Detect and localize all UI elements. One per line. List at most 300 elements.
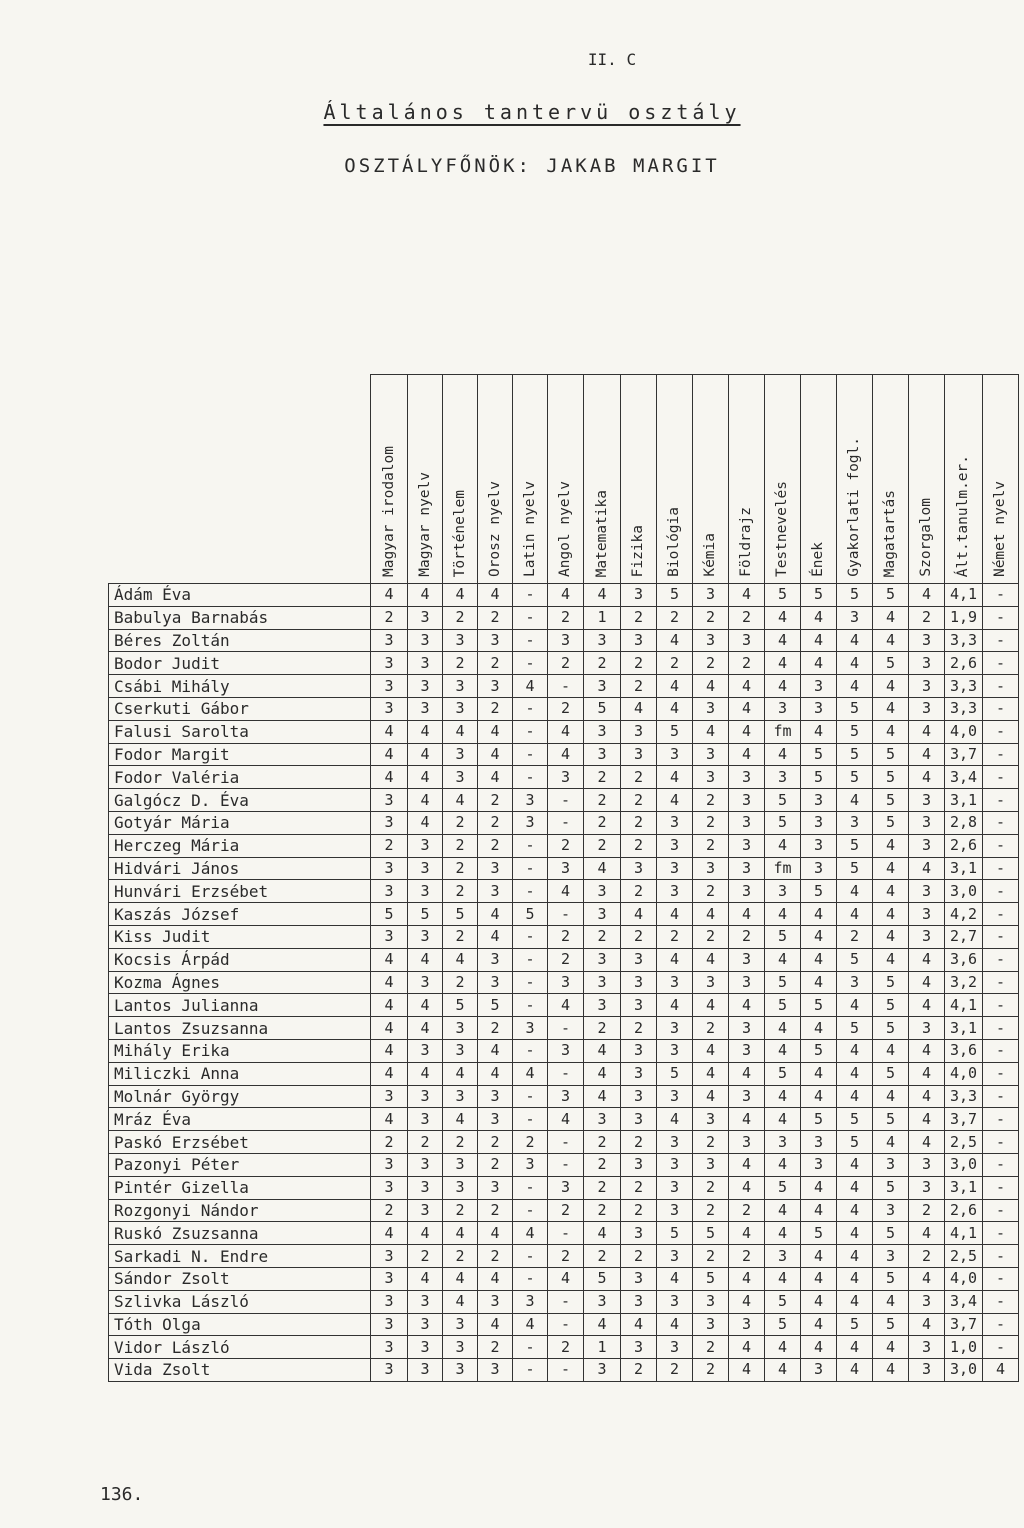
grade-cell: 3 bbox=[371, 1267, 408, 1290]
grade-cell: 3 bbox=[371, 1085, 408, 1108]
table-row bbox=[109, 1017, 1019, 1040]
grade-cell: 3,0 bbox=[945, 1359, 983, 1382]
student-name: Babulya Barnabás bbox=[109, 606, 371, 629]
student-name: Vida Zsolt bbox=[109, 1359, 371, 1382]
grade-cell: 5 bbox=[837, 834, 873, 857]
table-row bbox=[109, 766, 1019, 789]
grade-cell: 4 bbox=[837, 1245, 873, 1268]
grade-cell: 1,9 bbox=[945, 606, 983, 629]
grade-cell: 4 bbox=[584, 857, 621, 880]
grade-cell: 5 bbox=[657, 720, 693, 743]
grade-cell: 4 bbox=[729, 584, 765, 607]
student-name: Kiss Judit bbox=[109, 925, 371, 948]
subject-header bbox=[657, 375, 693, 584]
grade-cell: 5 bbox=[765, 1176, 801, 1199]
grade-cell: 4 bbox=[408, 948, 443, 971]
grade-cell: 3,3 bbox=[945, 675, 983, 698]
grade-cell: 2 bbox=[837, 925, 873, 948]
grade-cell: 5 bbox=[873, 584, 909, 607]
grade-cell: 3 bbox=[693, 584, 729, 607]
grade-cell: 4 bbox=[837, 1176, 873, 1199]
grade-cell: 4 bbox=[801, 1245, 837, 1268]
grade-cell: 3 bbox=[371, 1290, 408, 1313]
grade-cell: - bbox=[548, 789, 584, 812]
grade-cell: 3 bbox=[478, 629, 513, 652]
grade-cell: 4 bbox=[909, 857, 945, 880]
grade-cell: - bbox=[513, 1359, 548, 1382]
grade-cell: 4 bbox=[693, 903, 729, 926]
grade-cell: 5 bbox=[765, 811, 801, 834]
table-row bbox=[109, 857, 1019, 880]
grade-cell: 3 bbox=[729, 948, 765, 971]
grade-cell: 4 bbox=[657, 1267, 693, 1290]
grade-cell: 3 bbox=[443, 675, 478, 698]
grade-cell: 2 bbox=[621, 1131, 657, 1154]
grade-cell: 2 bbox=[548, 652, 584, 675]
grade-cell: 3,2 bbox=[945, 971, 983, 994]
grade-cell: 4 bbox=[909, 1085, 945, 1108]
grade-cell: 3 bbox=[443, 697, 478, 720]
grade-cell: 3 bbox=[873, 1245, 909, 1268]
grade-cell: 5 bbox=[408, 903, 443, 926]
grade-cell: - bbox=[548, 903, 584, 926]
grade-cell: 2 bbox=[729, 925, 765, 948]
grade-cell: 3 bbox=[693, 1153, 729, 1176]
grade-cell: 3 bbox=[801, 675, 837, 698]
grade-cell: 3,1 bbox=[945, 789, 983, 812]
grade-cell: - bbox=[513, 584, 548, 607]
grade-cell: 3 bbox=[408, 697, 443, 720]
grade-cell: 3 bbox=[371, 789, 408, 812]
grade-cell: 4 bbox=[837, 652, 873, 675]
grade-cell: 4 bbox=[621, 903, 657, 926]
grade-cell: 5 bbox=[837, 720, 873, 743]
grade-cell: 5 bbox=[765, 789, 801, 812]
grade-cell: 5 bbox=[873, 994, 909, 1017]
grade-cell: 3 bbox=[693, 766, 729, 789]
grade-cell: 2 bbox=[693, 789, 729, 812]
grade-cell: 2 bbox=[478, 1199, 513, 1222]
grade-cell: 3 bbox=[837, 971, 873, 994]
grade-cell: 2 bbox=[371, 606, 408, 629]
grade-cell: 5 bbox=[765, 1290, 801, 1313]
grade-cell: 3 bbox=[621, 971, 657, 994]
grade-cell: 2 bbox=[478, 789, 513, 812]
grade-cell: 3,7 bbox=[945, 1313, 983, 1336]
grade-cell: 2 bbox=[478, 1336, 513, 1359]
grade-cell: - bbox=[513, 743, 548, 766]
grade-cell: 4 bbox=[729, 1290, 765, 1313]
grade-cell: 3 bbox=[657, 880, 693, 903]
grade-cell: 3 bbox=[621, 1267, 657, 1290]
grade-cell: 3 bbox=[408, 1176, 443, 1199]
grade-cell: 5 bbox=[837, 857, 873, 880]
student-name: Pintér Gizella bbox=[109, 1176, 371, 1199]
subject-label: Angol nyelv bbox=[557, 480, 574, 577]
grade-cell: - bbox=[983, 994, 1019, 1017]
grade-cell: 5 bbox=[371, 903, 408, 926]
grade-cell: 2 bbox=[584, 1199, 621, 1222]
grade-cell: 4 bbox=[478, 720, 513, 743]
grade-cell: 5 bbox=[693, 1267, 729, 1290]
grade-cell: 3 bbox=[513, 1290, 548, 1313]
student-name: Pazonyi Péter bbox=[109, 1153, 371, 1176]
grade-cell: 5 bbox=[478, 994, 513, 1017]
subject-label: Történelem bbox=[451, 489, 468, 577]
grade-cell: - bbox=[548, 675, 584, 698]
grade-cell: 3 bbox=[729, 789, 765, 812]
grade-cell: 3 bbox=[801, 789, 837, 812]
grade-cell: 3 bbox=[408, 834, 443, 857]
grade-cell: - bbox=[548, 1222, 584, 1245]
grade-cell: 1 bbox=[584, 606, 621, 629]
grade-cell: 3,6 bbox=[945, 1039, 983, 1062]
grade-cell: 2 bbox=[548, 1199, 584, 1222]
grade-cell: 4 bbox=[657, 789, 693, 812]
grade-cell: - bbox=[548, 1131, 584, 1154]
grade-cell: 3 bbox=[548, 1085, 584, 1108]
grade-cell: 3 bbox=[478, 1290, 513, 1313]
grade-cell: - bbox=[548, 1359, 584, 1382]
table-row bbox=[109, 1131, 1019, 1154]
grade-cell: 2 bbox=[693, 1336, 729, 1359]
grade-cell: 4 bbox=[408, 1267, 443, 1290]
grade-cell: 4 bbox=[371, 766, 408, 789]
grade-cell: 2 bbox=[371, 834, 408, 857]
table-row bbox=[109, 1313, 1019, 1336]
grade-cell: 3 bbox=[478, 675, 513, 698]
grade-cell: 4 bbox=[729, 994, 765, 1017]
student-name: Falusi Sarolta bbox=[109, 720, 371, 743]
student-name: Csábi Mihály bbox=[109, 675, 371, 698]
grade-cell: 4 bbox=[657, 1108, 693, 1131]
subject-header bbox=[513, 375, 548, 584]
grade-cell: 3 bbox=[408, 971, 443, 994]
grade-cell: 2 bbox=[693, 1017, 729, 1040]
grade-cell: 2 bbox=[548, 834, 584, 857]
grade-cell: 2 bbox=[584, 811, 621, 834]
grade-cell: 4 bbox=[765, 1336, 801, 1359]
grade-cell: 2 bbox=[621, 1017, 657, 1040]
grade-cell: 5 bbox=[873, 1313, 909, 1336]
grade-cell: 4 bbox=[909, 584, 945, 607]
grade-cell: 4 bbox=[837, 1290, 873, 1313]
grade-cell: 4 bbox=[765, 1359, 801, 1382]
grade-cell: 3 bbox=[909, 1336, 945, 1359]
student-name: Fodor Valéria bbox=[109, 766, 371, 789]
grade-cell: 5 bbox=[443, 903, 478, 926]
grade-cell: - bbox=[983, 880, 1019, 903]
student-name: Sarkadi N. Endre bbox=[109, 1245, 371, 1268]
grade-cell: 4 bbox=[371, 720, 408, 743]
grade-cell: 4 bbox=[729, 720, 765, 743]
grade-cell: 4,1 bbox=[945, 994, 983, 1017]
subject-label: Magatartás bbox=[882, 489, 899, 577]
grade-cell: 3 bbox=[801, 1359, 837, 1382]
grade-cell: 3 bbox=[657, 1039, 693, 1062]
grade-cell: - bbox=[548, 1313, 584, 1336]
grade-cell: 2 bbox=[584, 834, 621, 857]
grade-cell: 3 bbox=[548, 766, 584, 789]
grade-cell: 4 bbox=[801, 903, 837, 926]
grade-cell: 4 bbox=[801, 1336, 837, 1359]
grades-table bbox=[108, 374, 1019, 1382]
grade-cell: 2,6 bbox=[945, 1199, 983, 1222]
grade-cell: 3 bbox=[729, 1039, 765, 1062]
grade-cell: 4 bbox=[801, 1313, 837, 1336]
grade-cell: 3 bbox=[657, 1017, 693, 1040]
grade-cell: 3 bbox=[621, 994, 657, 1017]
grade-cell: 5 bbox=[801, 743, 837, 766]
grade-cell: 4 bbox=[443, 1108, 478, 1131]
grade-cell: 2 bbox=[584, 1131, 621, 1154]
grade-cell: 4 bbox=[408, 1222, 443, 1245]
grade-cell: 4 bbox=[873, 880, 909, 903]
grade-cell: 3 bbox=[548, 857, 584, 880]
grade-cell: 2 bbox=[443, 1199, 478, 1222]
grade-cell: 3 bbox=[765, 766, 801, 789]
grade-cell: 4 bbox=[873, 675, 909, 698]
grade-cell: 4 bbox=[873, 857, 909, 880]
grade-cell: 2 bbox=[621, 834, 657, 857]
grade-cell: 3 bbox=[909, 811, 945, 834]
grade-cell: 3 bbox=[584, 1359, 621, 1382]
grade-cell: 3 bbox=[371, 857, 408, 880]
grade-cell: 3,7 bbox=[945, 1108, 983, 1131]
grade-cell: 3 bbox=[408, 652, 443, 675]
grade-cell: 4 bbox=[371, 584, 408, 607]
grade-cell: 4 bbox=[657, 1313, 693, 1336]
grade-cell: 4 bbox=[873, 1085, 909, 1108]
grade-cell: 2 bbox=[621, 1176, 657, 1199]
grade-cell: 2 bbox=[657, 652, 693, 675]
grade-cell: 4 bbox=[371, 1108, 408, 1131]
grade-cell: 3 bbox=[621, 1039, 657, 1062]
grade-cell: fm bbox=[765, 857, 801, 880]
grade-cell: 4 bbox=[408, 994, 443, 1017]
grade-cell: 4 bbox=[909, 720, 945, 743]
grade-cell: 4 bbox=[801, 1176, 837, 1199]
grade-cell: 3,4 bbox=[945, 766, 983, 789]
grade-cell: 5 bbox=[657, 1222, 693, 1245]
grade-cell: 4 bbox=[443, 1222, 478, 1245]
grade-cell: 3 bbox=[584, 675, 621, 698]
grade-cell: 4 bbox=[873, 720, 909, 743]
grade-cell: 3 bbox=[478, 880, 513, 903]
grade-cell: 4 bbox=[983, 1359, 1019, 1382]
grade-cell: 5 bbox=[873, 971, 909, 994]
grade-cell: - bbox=[513, 606, 548, 629]
grade-cell: 4 bbox=[909, 1222, 945, 1245]
grade-cell: 3,1 bbox=[945, 1017, 983, 1040]
grade-cell: 4 bbox=[765, 606, 801, 629]
grade-cell: 2 bbox=[729, 1199, 765, 1222]
student-name: Kozma Ágnes bbox=[109, 971, 371, 994]
subject-header bbox=[765, 375, 801, 584]
subject-header bbox=[983, 375, 1019, 584]
grade-cell: 3 bbox=[909, 1176, 945, 1199]
grade-cell: 4 bbox=[873, 834, 909, 857]
grade-cell: - bbox=[983, 629, 1019, 652]
grade-cell: 3 bbox=[837, 606, 873, 629]
grade-cell: - bbox=[983, 834, 1019, 857]
grade-cell: 3 bbox=[801, 811, 837, 834]
grade-cell: 4 bbox=[443, 1062, 478, 1085]
grade-cell: 4 bbox=[408, 743, 443, 766]
subject-label: Fizika bbox=[630, 524, 647, 577]
page-title: Általános tantervü osztály bbox=[323, 100, 741, 124]
grade-cell: 3 bbox=[909, 1290, 945, 1313]
grade-cell: 2 bbox=[729, 606, 765, 629]
grade-cell: 3 bbox=[408, 880, 443, 903]
grade-cell: - bbox=[983, 1267, 1019, 1290]
grade-cell: 2 bbox=[584, 1017, 621, 1040]
grade-cell: 3 bbox=[584, 880, 621, 903]
grade-cell: 3 bbox=[729, 971, 765, 994]
grade-cell: 4 bbox=[837, 1039, 873, 1062]
grade-cell: - bbox=[983, 1085, 1019, 1108]
grade-cell: 2 bbox=[443, 880, 478, 903]
grade-cell: 5 bbox=[801, 766, 837, 789]
grade-cell: 4 bbox=[693, 720, 729, 743]
grade-cell: 3,6 bbox=[945, 948, 983, 971]
grade-cell: - bbox=[983, 971, 1019, 994]
grade-cell: - bbox=[983, 811, 1019, 834]
table-row bbox=[109, 834, 1019, 857]
grade-cell: - bbox=[513, 652, 548, 675]
grade-cell: 3 bbox=[443, 1039, 478, 1062]
grade-cell: 3 bbox=[371, 1153, 408, 1176]
student-name: Szlivka László bbox=[109, 1290, 371, 1313]
grade-cell: 2 bbox=[693, 652, 729, 675]
grade-cell: - bbox=[983, 1336, 1019, 1359]
grade-cell: 3,0 bbox=[945, 880, 983, 903]
grade-cell: 3 bbox=[371, 652, 408, 675]
grade-cell: - bbox=[983, 606, 1019, 629]
grade-cell: - bbox=[983, 766, 1019, 789]
grade-cell: 4 bbox=[548, 1267, 584, 1290]
grade-cell: 4,1 bbox=[945, 1222, 983, 1245]
grade-cell: - bbox=[983, 1245, 1019, 1268]
grade-cell: 2 bbox=[621, 789, 657, 812]
subject-header bbox=[408, 375, 443, 584]
grade-cell: 3 bbox=[548, 971, 584, 994]
grade-cell: 3 bbox=[584, 720, 621, 743]
grade-cell: 4 bbox=[584, 1085, 621, 1108]
grade-cell: 4 bbox=[765, 1222, 801, 1245]
grade-cell: - bbox=[513, 697, 548, 720]
grade-cell: - bbox=[983, 720, 1019, 743]
grade-cell: 4 bbox=[837, 903, 873, 926]
grade-cell: 4 bbox=[909, 766, 945, 789]
grade-cell: 4 bbox=[873, 925, 909, 948]
grade-cell: - bbox=[983, 584, 1019, 607]
grade-cell: 4 bbox=[408, 720, 443, 743]
grade-cell: 3 bbox=[443, 743, 478, 766]
grade-cell: 4 bbox=[837, 629, 873, 652]
grade-cell: 5 bbox=[837, 766, 873, 789]
table-row bbox=[109, 584, 1019, 607]
grade-cell: 3 bbox=[408, 629, 443, 652]
grade-cell: 3 bbox=[621, 948, 657, 971]
grade-cell: 3 bbox=[621, 743, 657, 766]
grade-cell: - bbox=[983, 1290, 1019, 1313]
grade-cell: 4 bbox=[765, 675, 801, 698]
grade-cell: 5 bbox=[873, 1017, 909, 1040]
grade-cell: 3 bbox=[693, 1108, 729, 1131]
table-row bbox=[109, 1039, 1019, 1062]
grade-cell: 3 bbox=[621, 1290, 657, 1313]
grade-cell: 4 bbox=[621, 1313, 657, 1336]
grade-cell: 2,6 bbox=[945, 652, 983, 675]
grade-cell: 2 bbox=[693, 1199, 729, 1222]
table-row bbox=[109, 1267, 1019, 1290]
grade-cell: 1,0 bbox=[945, 1336, 983, 1359]
grade-cell: 2 bbox=[621, 766, 657, 789]
grade-cell: - bbox=[983, 1313, 1019, 1336]
grade-cell: 2 bbox=[548, 1336, 584, 1359]
grade-cell: 3 bbox=[478, 1359, 513, 1382]
grade-cell: 3 bbox=[408, 606, 443, 629]
table-row bbox=[109, 697, 1019, 720]
grade-cell: 4 bbox=[584, 1062, 621, 1085]
grade-cell: 2 bbox=[548, 606, 584, 629]
grade-cell: 2 bbox=[478, 811, 513, 834]
grade-cell: 3 bbox=[729, 1131, 765, 1154]
grade-cell: 4 bbox=[408, 584, 443, 607]
table-row bbox=[109, 1336, 1019, 1359]
grade-cell: 3 bbox=[478, 1176, 513, 1199]
grade-cell: 3 bbox=[371, 880, 408, 903]
subject-label: Testnevelés bbox=[774, 480, 791, 577]
grade-cell: 3 bbox=[443, 1336, 478, 1359]
grade-cell: 3 bbox=[548, 629, 584, 652]
grade-cell: - bbox=[513, 766, 548, 789]
grade-cell: 2 bbox=[371, 1131, 408, 1154]
grade-cell: 3 bbox=[408, 1153, 443, 1176]
subject-header bbox=[621, 375, 657, 584]
table-row bbox=[109, 1245, 1019, 1268]
grade-cell: 3 bbox=[408, 1085, 443, 1108]
grade-cell: 3 bbox=[657, 743, 693, 766]
grade-cell: 4 bbox=[371, 1062, 408, 1085]
grade-cell: - bbox=[983, 903, 1019, 926]
grade-cell: 4 bbox=[801, 629, 837, 652]
grade-cell: 3 bbox=[443, 1359, 478, 1382]
grade-cell: 3 bbox=[371, 1359, 408, 1382]
grade-cell: 4 bbox=[443, 584, 478, 607]
grade-cell: 2 bbox=[729, 652, 765, 675]
student-name: Hunvári Erzsébet bbox=[109, 880, 371, 903]
grade-cell: - bbox=[513, 925, 548, 948]
grade-cell: 2 bbox=[621, 1199, 657, 1222]
grade-cell: 3 bbox=[693, 743, 729, 766]
student-name: Sándor Zsolt bbox=[109, 1267, 371, 1290]
grade-cell: 3 bbox=[584, 994, 621, 1017]
grade-cell: 4,1 bbox=[945, 584, 983, 607]
grade-cell: 2 bbox=[693, 925, 729, 948]
grade-cell: 5 bbox=[693, 1222, 729, 1245]
grade-cell: 2 bbox=[443, 971, 478, 994]
grade-cell: 3 bbox=[443, 766, 478, 789]
grade-cell: 4 bbox=[873, 697, 909, 720]
grade-cell: 3 bbox=[513, 789, 548, 812]
grade-cell: 4,0 bbox=[945, 1267, 983, 1290]
grade-cell: 2 bbox=[584, 925, 621, 948]
subject-header bbox=[945, 375, 983, 584]
grade-cell: 2 bbox=[693, 1245, 729, 1268]
grade-cell: 3 bbox=[408, 675, 443, 698]
